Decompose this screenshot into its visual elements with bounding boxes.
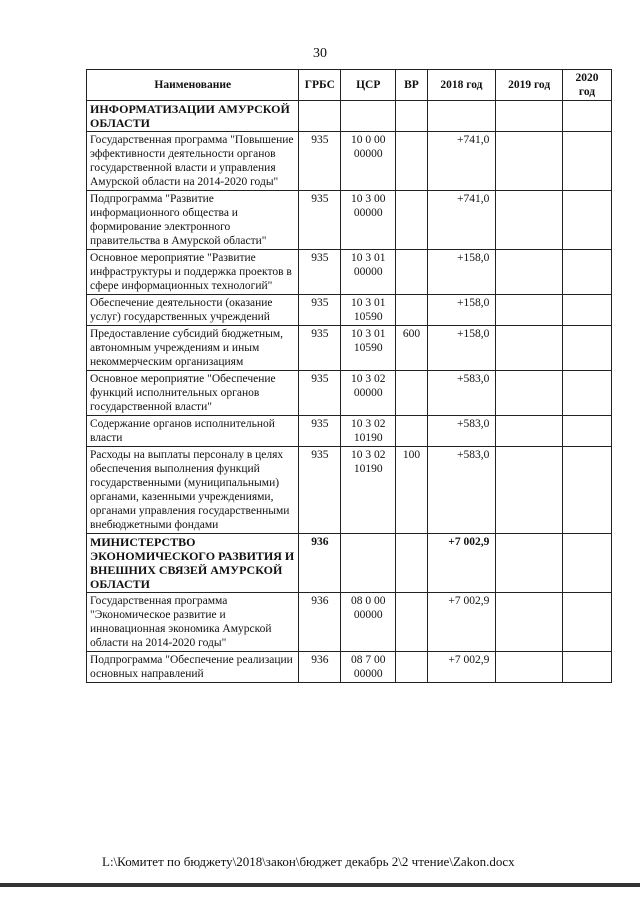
page-number: 30 [313,46,327,61]
cell-csr: 10 0 00 00000 [341,132,396,191]
cell-vr: 100 [396,447,427,534]
cell-grbs: 935 [299,447,341,534]
cell-y2018: +7 002,9 [427,652,496,683]
cell-y2019 [496,416,563,447]
cell-y2018: +583,0 [427,416,496,447]
cell-vr [396,191,427,250]
table-row [87,191,612,250]
cell-name: Основное мероприятие "Обеспечение функций исполнительных органов государственной власти" [87,371,299,416]
cell-y2019 [496,593,563,652]
table-body [87,101,612,683]
cell-y2019 [496,191,563,250]
cell-y2018 [427,101,496,132]
header-2018: 2018 год [427,70,496,101]
cell-csr: 10 3 01 10590 [341,295,396,326]
cell-vr [396,416,427,447]
cell-y2020 [562,534,611,593]
header-2020: 2020 год [562,70,611,101]
cell-y2019 [496,447,563,534]
cell-name: Подпрограмма "Обеспечение реализации основных направлений [87,652,299,683]
cell-y2018: +583,0 [427,447,496,534]
table-header-row [87,70,612,101]
table-row [87,416,612,447]
footer-file-path: L:\Комитет по бюджету\2018\закон\бюджет декабрь 2\2 чтение\Zakon.docx [102,854,515,869]
cell-csr: 10 3 02 10190 [341,447,396,534]
cell-y2018: +583,0 [427,371,496,416]
cell-vr [396,295,427,326]
header-csr: ЦСР [341,70,396,101]
cell-y2019 [496,652,563,683]
cell-grbs: 936 [299,593,341,652]
cell-grbs: 936 [299,534,341,593]
cell-grbs [299,101,341,132]
cell-y2018: +158,0 [427,250,496,295]
cell-y2019 [496,326,563,371]
table-row [87,371,612,416]
cell-csr: 10 3 01 00000 [341,250,396,295]
cell-y2019 [496,101,563,132]
cell-y2020 [562,326,611,371]
cell-y2020 [562,295,611,326]
cell-y2020 [562,593,611,652]
table-row [87,326,612,371]
header-vr: ВР [396,70,427,101]
cell-y2018: +741,0 [427,132,496,191]
cell-csr: 10 3 01 10590 [341,326,396,371]
cell-vr [396,652,427,683]
cell-y2020 [562,132,611,191]
cell-csr: 10 3 02 10190 [341,416,396,447]
cell-name: МИНИСТЕРСТВО ЭКОНОМИЧЕСКОГО РАЗВИТИЯ И ВНЕШНИХ СВЯЗЕЙ АМУРСКОЙ ОБЛАСТИ [87,534,299,593]
cell-vr [396,534,427,593]
cell-vr [396,101,427,132]
cell-grbs: 935 [299,371,341,416]
cell-name: ИНФОРМАТИЗАЦИИ АМУРСКОЙ ОБЛАСТИ [87,101,299,132]
table-row [87,652,612,683]
cell-y2019 [496,132,563,191]
cell-y2018: +741,0 [427,191,496,250]
cell-csr [341,101,396,132]
cell-y2020 [562,191,611,250]
header-grbs: ГРБС [299,70,341,101]
cell-name: Предоставление субсидий бюджетным, автономным учреждениям и иным некоммерческим организациям [87,326,299,371]
cell-y2019 [496,250,563,295]
table-row [87,101,612,132]
cell-grbs: 935 [299,295,341,326]
cell-name: Обеспечение деятельности (оказание услуг) государственных учреждений [87,295,299,326]
table-row [87,295,612,326]
table-row [87,250,612,295]
budget-table [86,69,612,683]
cell-grbs: 935 [299,250,341,295]
cell-y2020 [562,652,611,683]
cell-grbs: 936 [299,652,341,683]
cell-y2019 [496,534,563,593]
cell-name: Государственная программа "Экономическое развитие и инновационная экономика Амурской области на 2014-2020 годы" [87,593,299,652]
table-row [87,593,612,652]
cell-csr: 08 0 00 00000 [341,593,396,652]
cell-y2020 [562,101,611,132]
table-row [87,534,612,593]
cell-name: Расходы на выплаты персоналу в целях обеспечения выполнения функций государственными (муниципальными) органами, казенными учреждениями, органами управления государственными внебюджетными фондами [87,447,299,534]
header-name: Наименование [87,70,299,101]
cell-name: Содержание органов исполнительной власти [87,416,299,447]
cell-grbs: 935 [299,132,341,191]
cell-csr [341,534,396,593]
scan-bottom-edge [0,883,640,887]
cell-csr: 10 3 02 00000 [341,371,396,416]
cell-y2018: +7 002,9 [427,534,496,593]
table-row [87,447,612,534]
cell-vr [396,371,427,416]
cell-grbs: 935 [299,416,341,447]
cell-grbs: 935 [299,191,341,250]
cell-y2018: +158,0 [427,326,496,371]
cell-vr: 600 [396,326,427,371]
cell-y2020 [562,371,611,416]
cell-y2018: +158,0 [427,295,496,326]
cell-csr: 08 7 00 00000 [341,652,396,683]
cell-y2018: +7 002,9 [427,593,496,652]
cell-vr [396,250,427,295]
cell-vr [396,593,427,652]
cell-y2020 [562,447,611,534]
cell-name: Основное мероприятие "Развитие инфраструктуры и поддержка проектов в сфере информационных технологий" [87,250,299,295]
cell-y2019 [496,371,563,416]
cell-y2020 [562,250,611,295]
cell-y2020 [562,416,611,447]
cell-csr: 10 3 00 00000 [341,191,396,250]
cell-name: Государственная программа "Повышение эффективности деятельности органов государственной власти и управления Амурской области на 2014-2020 годы" [87,132,299,191]
cell-vr [396,132,427,191]
cell-name: Подпрограмма "Развитие информационного общества и формирование электронного правительства в Амурской области" [87,191,299,250]
cell-grbs: 935 [299,326,341,371]
table-row [87,132,612,191]
header-2019: 2019 год [496,70,563,101]
cell-y2019 [496,295,563,326]
